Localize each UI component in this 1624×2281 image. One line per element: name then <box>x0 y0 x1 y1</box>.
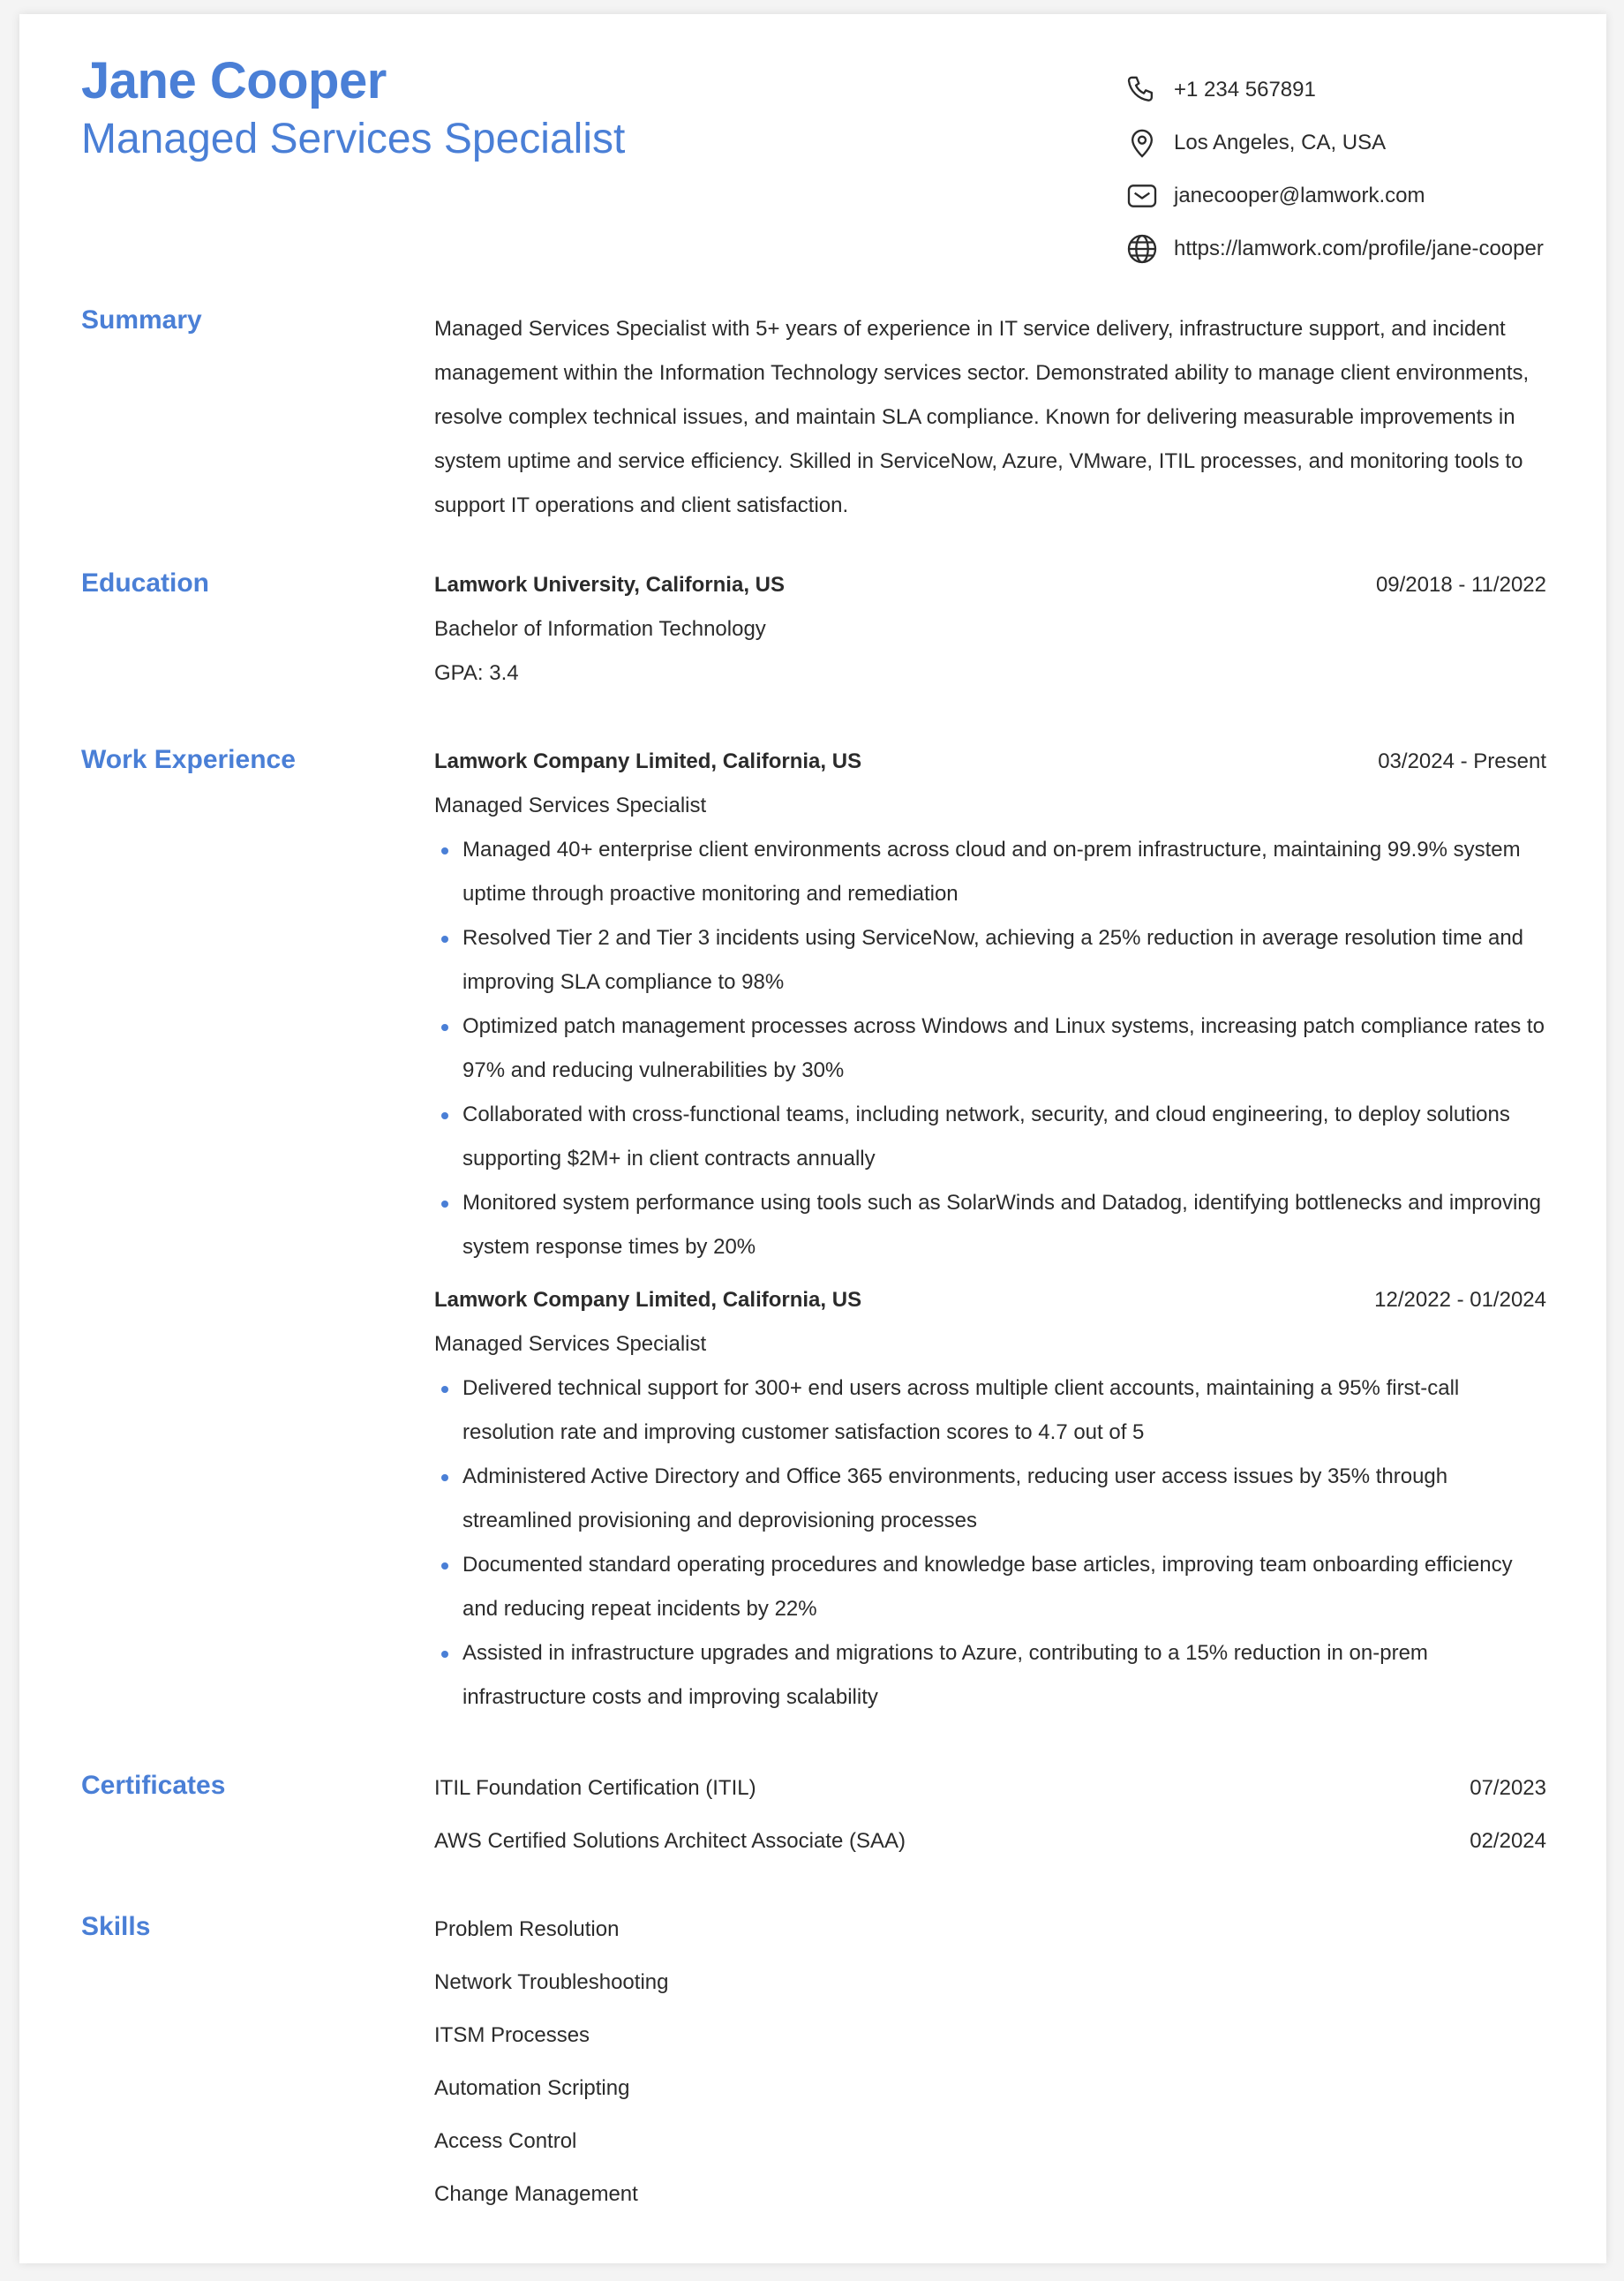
bullet-text: Collaborated with cross-functional teams, including network, security, and cloud engineering, to deploy solutions supporting $2M+ in client contracts annually <box>462 1103 1510 1171</box>
work-experience-heading: Work Experience <box>81 745 296 774</box>
certificates-section <box>81 1771 1564 1886</box>
candidate-name: Jane Cooper <box>81 52 387 109</box>
job-header-row <box>434 1278 1546 1322</box>
job-role: Managed Services Specialist <box>434 1332 707 1356</box>
job-entry <box>434 1278 1546 1720</box>
summary-section <box>81 305 1564 561</box>
globe-icon <box>1124 231 1160 267</box>
certificate-date: 02/2024 <box>1470 1829 1546 1853</box>
work-experience-section <box>81 745 1564 1743</box>
bullet-dot-icon <box>441 936 448 943</box>
skill-item: Access Control <box>434 2129 577 2153</box>
bullet-text: Documented standard operating procedures and knowledge base articles, improving team onboarding efficiency and reducing repeat incidents by 22% <box>462 1553 1513 1621</box>
contact-website <box>1124 222 1566 275</box>
bullet-text: Resolved Tier 2 and Tier 3 incidents using ServiceNow, achieving a 25% reduction in average resolution time and improving SLA compliance to 98% <box>462 926 1524 994</box>
phone-icon <box>1124 72 1160 108</box>
phone-text: +1 234 567891 <box>1174 78 1316 102</box>
job-bullet <box>434 916 1546 1005</box>
bullet-text: Monitored system performance using tools such as SolarWinds and Datadog, identifying bottlenecks and improving system response times by 20% <box>462 1191 1541 1259</box>
job-bullet <box>434 1455 1546 1543</box>
contact-phone <box>1124 64 1566 117</box>
skills-body <box>434 1903 1546 2221</box>
resume-page <box>19 14 1606 2263</box>
job-bullet <box>434 1631 1546 1720</box>
skill-item: Change Management <box>434 2182 638 2206</box>
summary-body <box>434 307 1546 528</box>
bullet-dot-icon <box>441 1562 448 1570</box>
certificate-name: AWS Certified Solutions Architect Associate (SAA) <box>434 1829 906 1853</box>
contact-list <box>1124 64 1566 275</box>
candidate-title: Managed Services Specialist <box>81 116 626 162</box>
education-body <box>434 563 1546 696</box>
certificate-row <box>434 1815 1546 1868</box>
skill-item: Automation Scripting <box>434 2076 630 2100</box>
education-degree: Bachelor of Information Technology <box>434 617 766 641</box>
job-dates: 03/2024 - Present <box>1378 749 1546 773</box>
bullet-dot-icon <box>441 1201 448 1208</box>
job-company: Lamwork Company Limited, California, US <box>434 749 862 773</box>
certificates-heading: Certificates <box>81 1771 226 1800</box>
certificate-name: ITIL Foundation Certification (ITIL) <box>434 1776 756 1800</box>
job-entry <box>434 740 1546 1269</box>
email-link[interactable]: janecooper@lamwork.com <box>1174 184 1425 207</box>
bullet-dot-icon <box>441 1024 448 1031</box>
bullet-text: Managed 40+ enterprise client environments across cloud and on-prem infrastructure, maintaining 99.9% system uptime through proactive monitoring and remediation <box>462 838 1521 906</box>
certificate-date: 07/2023 <box>1470 1776 1546 1800</box>
certificate-row <box>434 1762 1546 1815</box>
work-experience-body <box>434 740 1546 1728</box>
job-bullet-list <box>434 1366 1546 1720</box>
mail-icon <box>1124 178 1160 214</box>
job-bullet <box>434 1366 1546 1455</box>
skill-item: Problem Resolution <box>434 1917 620 1941</box>
bullet-dot-icon <box>441 1474 448 1481</box>
bullet-dot-icon <box>441 847 448 854</box>
location-pin-icon <box>1124 125 1160 161</box>
job-dates: 12/2022 - 01/2024 <box>1374 1288 1546 1312</box>
job-company: Lamwork Company Limited, California, US <box>434 1288 862 1312</box>
contact-location <box>1124 117 1566 169</box>
certificates-body <box>434 1762 1546 1868</box>
bullet-text: Delivered technical support for 300+ end users across multiple client accounts, maintaining a 95% first-call resolution rate and improving customer satisfaction scores to 4.7 out of 5 <box>462 1376 1460 1444</box>
education-school: Lamwork University, California, US <box>434 573 785 597</box>
website-link[interactable]: https://lamwork.com/profile/jane-cooper <box>1174 237 1544 260</box>
education-header-row <box>434 563 1546 607</box>
contact-email <box>1124 169 1566 222</box>
skill-item: ITSM Processes <box>434 2023 590 2047</box>
skills-heading: Skills <box>81 1912 151 1941</box>
job-bullet <box>434 1093 1546 1181</box>
bullet-text: Optimized patch management processes across Windows and Linux systems, increasing patch compliance rates to 97% and reducing vulnerabilities by 30% <box>462 1014 1545 1082</box>
job-bullet-list <box>434 828 1546 1269</box>
bullet-text: Assisted in infrastructure upgrades and migrations to Azure, contributing to a 15% reduction in on-prem infrastructure costs and improving scalability <box>462 1641 1428 1709</box>
bullet-dot-icon <box>441 1112 448 1119</box>
education-gpa: GPA: 3.4 <box>434 661 519 685</box>
job-header-row <box>434 740 1546 784</box>
job-bullet <box>434 1005 1546 1093</box>
summary-heading: Summary <box>81 305 202 335</box>
summary-text: Managed Services Specialist with 5+ years of experience in IT service delivery, infrastructure support, and incident management within the Information Technology services sector. Demonstrated ability to manage client environments, resolve complex technical issues, and maintain SLA compliance. Known for delivering measurable improvements in system uptime and service efficiency. Skilled in ServiceNow, Azure, VMware, ITIL processes, and monitoring tools to support IT operations and client satisfaction. <box>434 317 1530 517</box>
education-heading: Education <box>81 568 210 598</box>
bullet-dot-icon <box>441 1386 448 1393</box>
skills-section <box>81 1912 1564 2247</box>
location-text: Los Angeles, CA, USA <box>1174 131 1387 154</box>
skill-item: Network Troubleshooting <box>434 1970 669 1994</box>
bullet-dot-icon <box>441 1651 448 1658</box>
job-bullet <box>434 1181 1546 1269</box>
job-role: Managed Services Specialist <box>434 794 707 817</box>
job-bullet <box>434 1543 1546 1631</box>
education-section <box>81 568 1564 710</box>
education-dates: 09/2018 - 11/2022 <box>1375 573 1546 597</box>
job-bullet <box>434 828 1546 916</box>
bullet-text: Administered Active Directory and Office 365 environments, reducing user access issues by 35% through streamlined provisioning and deprovisioning processes <box>462 1464 1448 1532</box>
